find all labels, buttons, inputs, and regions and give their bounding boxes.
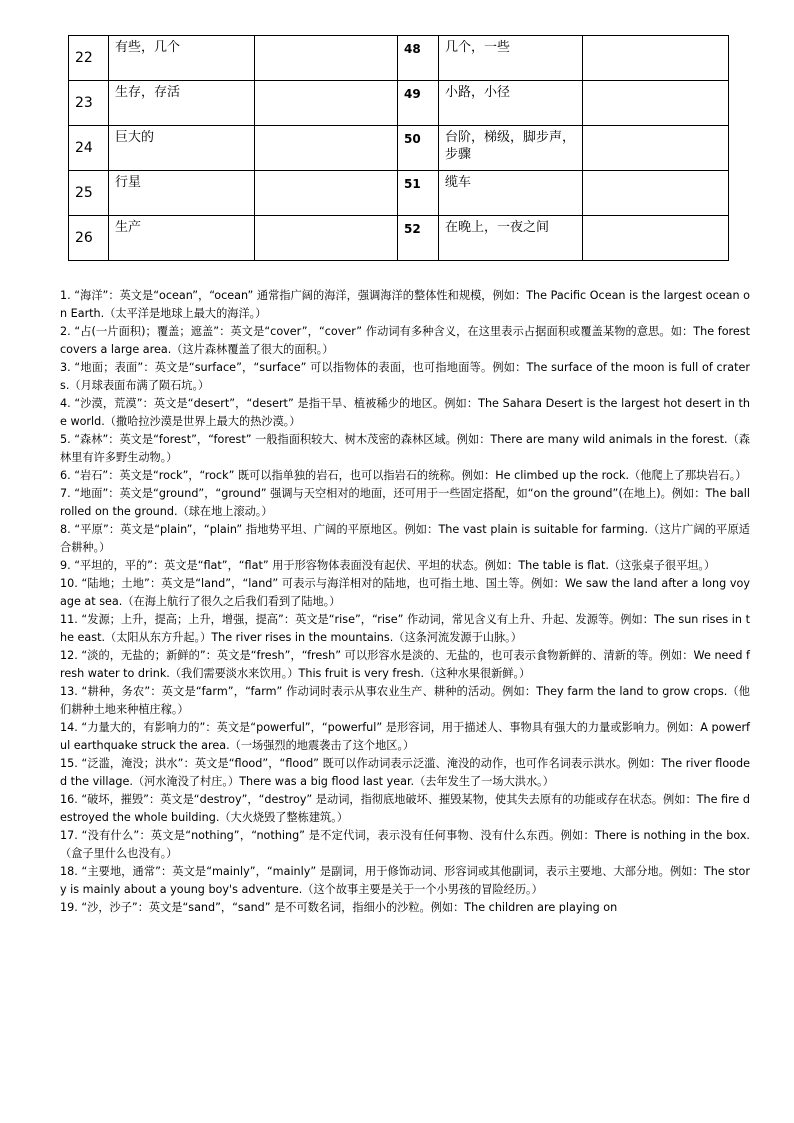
answer-cell-right — [583, 126, 729, 171]
note-item: 4. “沙漠，荒漠”：英文是“desert”，“desert” 是指干旱、植被稀少的地区。例如：The Sahara Desert is the largest hot desert in the world.（撒哈拉沙漠是世界上最大的热沙漠。） — [60, 397, 750, 428]
answer-cell-left — [255, 171, 398, 216]
meaning-cell-left: 生存，存活 — [109, 81, 255, 126]
meaning-cell-right: 在晚上，一夜之间 — [439, 216, 583, 261]
row-number-right: 52 — [398, 216, 439, 261]
note-item: 1. “海洋”：英文是“ocean”，“ocean” 通常指广阔的海洋，强调海洋的整体性和规模，例如：The Pacific Ocean is the largest ocean on Earth.（太平洋是地球上最大的海洋。） — [60, 289, 750, 320]
table-row — [69, 81, 729, 126]
row-number-left: 26 — [69, 216, 109, 261]
meaning-cell-right: 缆车 — [439, 171, 583, 216]
meaning-cell-right: 几个，一些 — [439, 36, 583, 81]
row-number-right: 50 — [398, 126, 439, 171]
answer-cell-left — [255, 126, 398, 171]
answer-cell-left — [255, 216, 398, 261]
meaning-cell-left: 生产 — [109, 216, 255, 261]
meaning-cell-left: 有些，几个 — [109, 36, 255, 81]
row-number-right: 49 — [398, 81, 439, 126]
answer-cell-right — [583, 171, 729, 216]
note-item: 13. “耕种，务农”：英文是“farm”，“farm” 作动词时表示从事农业生产、耕种的活动。例如：They farm the land to grow crops.（他们耕种土地来种植庄稼。） — [60, 685, 750, 716]
note-item: 10. “陆地；土地”：英文是“land”，“land” 可表示与海洋相对的陆地，也可指土地、国土等。例如：We saw the land after a long voyage at sea.（在海上航行了很久之后我们看到了陆地。） — [60, 577, 750, 608]
vocabulary-notes — [60, 287, 750, 917]
note-item: 3. “地面；表面”：英文是“surface”，“surface” 可以指物体的表面，也可指地面等。例如：The surface of the moon is full of craters.（月球表面布满了陨石坑。） — [60, 361, 750, 392]
note-item: 7. “地面”：英文是“ground”，“ground” 强调与天空相对的地面，还可用于一些固定搭配，如“on the ground”(在地上)。例如：The ball rolled on the ground.（球在地上滚动。） — [60, 487, 750, 518]
row-number-right: 48 — [398, 36, 439, 81]
meaning-cell-right: 小路，小径 — [439, 81, 583, 126]
meaning-cell-left: 巨大的 — [109, 126, 255, 171]
note-item: 16. “破坏，摧毁”：英文是“destroy”，“destroy” 是动词，指彻底地破坏、摧毁某物，使其失去原有的功能或存在状态。例如：The fire destroyed the whole building.（大火烧毁了整栋建筑。） — [60, 793, 750, 824]
note-item: 8. “平原”：英文是“plain”，“plain” 指地势平坦、广阔的平原地区。例如：The vast plain is suitable for farming.（这片广阔的平原适合耕种。） — [60, 523, 750, 554]
row-number-left: 23 — [69, 81, 109, 126]
row-number-left: 25 — [69, 171, 109, 216]
row-number-left: 24 — [69, 126, 109, 171]
note-item: 9. “平坦的，平的”：英文是“flat”，“flat” 用于形容物体表面没有起伏、平坦的状态。例如：The table is flat.（这张桌子很平坦。） — [60, 559, 716, 572]
answer-cell-left — [255, 81, 398, 126]
table-row — [69, 126, 729, 171]
meaning-cell-right: 台阶，梯级，脚步声，步骤 — [439, 126, 583, 171]
answer-cell-right — [583, 36, 729, 81]
note-item: 12. “淡的，无盐的；新鲜的”：英文是“fresh”，“fresh” 可以形容水是淡的、无盐的，也可表示食物新鲜的、清新的等。例如：We need fresh water to drink.（我们需要淡水来饮用。）This fruit is very fresh.（这种水果很新鲜。） — [60, 649, 750, 680]
note-item: 6. “岩石”：英文是“rock”，“rock” 既可以指单独的岩石，也可以指岩石的统称。例如：He climbed up the rock.（他爬上了那块岩石。） — [60, 469, 747, 482]
note-item: 14. “力量大的，有影响力的”：英文是“powerful”，“powerful” 是形容词，用于描述人、事物具有强大的力量或影响力。例如：A powerful earthquake struck the area.（一场强烈的地震袭击了这个地区。） — [60, 721, 750, 752]
note-item: 2. “占(一片面积)；覆盖；遮盖”：英文是“cover”，“cover” 作动词有多种含义，在这里表示占据面积或覆盖某物的意思。如：The forest covers a large area.（这片森林覆盖了很大的面积。） — [60, 325, 750, 356]
row-number-left: 22 — [69, 36, 109, 81]
table-row — [69, 36, 729, 81]
answer-cell-right — [583, 81, 729, 126]
answer-cell-right — [583, 216, 729, 261]
note-item: 11. “发源；上升，提高；上升，增强，提高”：英文是“rise”，“rise” 作动词，常见含义有上升、升起、发源等。例如：The sun rises in the east.（太阳从东方升起。）The river rises in the mountains.（这条河流发源于山脉。） — [60, 613, 750, 644]
meaning-cell-left: 行星 — [109, 171, 255, 216]
table-row — [69, 216, 729, 261]
answer-cell-left — [255, 36, 398, 81]
note-item: 18. “主要地，通常”：英文是“mainly”，“mainly” 是副词，用于修饰动词、形容词或其他副词，表示主要地、大部分地。例如：The story is mainly about a young boy's adventure.（这个故事主要是关于一个小男孩的冒险经历。） — [60, 865, 750, 896]
table-row — [69, 171, 729, 216]
note-item: 5. “森林”：英文是“forest”，“forest” 一般指面积较大、树木茂密的森林区域。例如：There are many wild animals in the forest.（森林里有许多野生动物。） — [60, 433, 750, 464]
note-item: 17. “没有什么”：英文是“nothing”，“nothing” 是不定代词，表示没有任何事物、没有什么东西。例如：There is nothing in the box.（盒子里什么也没有。） — [60, 829, 750, 860]
note-item: 19. “沙，沙子”：英文是“sand”，“sand” 是不可数名词，指细小的沙粒。例如：The children are playing on — [60, 901, 618, 914]
row-number-right: 51 — [398, 171, 439, 216]
vocab-table — [68, 35, 729, 261]
note-item: 15. “泛滥，淹没；洪水”：英文是“flood”，“flood” 既可以作动词表示泛滥、淹没的动作，也可作名词表示洪水。例如：The river flooded the village.（河水淹没了村庄。）There was a big flood last year.（去年发生了一场大洪水。） — [60, 757, 750, 788]
